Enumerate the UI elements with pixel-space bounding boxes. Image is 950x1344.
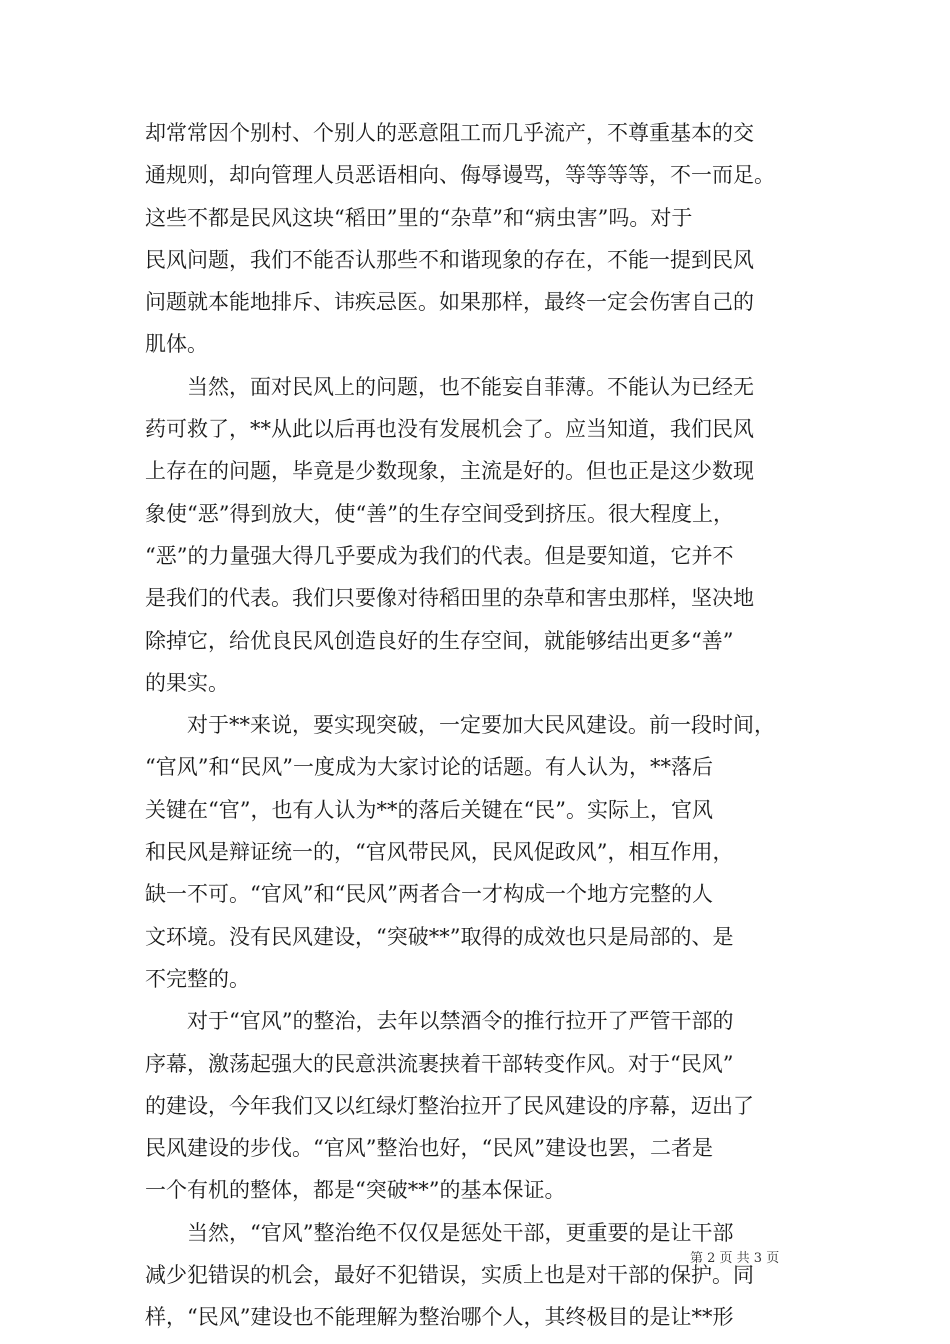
text-line: 药可救了，**从此以后再也没有发展机会了。应当知道，我们民风 [145,417,754,442]
page-number: 第 2 页 共 3 页 [690,1251,780,1266]
text-line: 除掉它，给优良民风创造良好的生存空间，就能够结出更多“善” [145,628,734,653]
text-line: 不完整的。 [145,966,250,991]
text-line: 的建设，今年我们又以红绿灯整治拉开了民风建设的序幕，迈出了 [145,1093,754,1118]
text-line: 当然，“官风”整治绝不仅仅是惩处干部，更重要的是让干部 [145,1220,734,1245]
body-text [145,112,810,1339]
text-line: 和民风是辩证统一的，“官风带民风，民风促政风”，相互作用， [145,840,734,865]
text-line: 却常常因个别村、个别人的恶意阻工而几乎流产，不尊重基本的交 [145,121,754,145]
text-line: “恶”的力量强大得几乎要成为我们的代表。但是要知道，它并不 [145,543,734,568]
text-line: 民风建设的步伐。“官风”整治也好，“民风”建设也罢，二者是 [145,1136,713,1161]
text-line: 是我们的代表。我们只要像对待稻田里的杂草和害虫那样，坚决地 [145,586,754,611]
text-line: 当然，面对民风上的问题，也不能妄自菲薄。不能认为已经无 [145,374,754,399]
text-line: 肌体。 [145,332,208,357]
text-line: 关键在“官”，也有人认为**的落后关键在“民”。实际上，官风 [145,797,713,822]
text-line: 通规则，却向管理人员恶语相向、侮辱谩骂，等等等等，不一而足。 [145,163,775,188]
text-line: 这些不都是民风这块“稻田”里的“杂草”和“病虫害”吗。对于 [145,205,693,230]
text-line: 对于“官风”的整治，去年以禁酒令的推行拉开了严管干部的 [145,1009,734,1034]
text-line: 上存在的问题，毕竟是少数现象，主流是好的。但也正是这少数现 [145,459,754,484]
text-line: 样，“民风”建设也不能理解为整治哪个人，其终极目的是让**形 [145,1305,734,1330]
text-line: 象使“恶”得到放大，使“善”的生存空间受到挤压。很大程度上， [145,501,734,526]
text-line: 民风问题，我们不能否认那些不和谐现象的存在，不能一提到民风 [145,247,754,272]
text-line: 的果实。 [145,670,229,695]
text-line: “官风”和“民风”一度成为大家讨论的话题。有人认为，**落后 [145,755,713,780]
text-line: 序幕，激荡起强大的民意洪流裹挟着干部转变作风。对于“民风” [145,1051,734,1076]
text-line: 缺一不可。“官风”和“民风”两者合一才构成一个地方完整的人 [145,882,713,907]
text-line: 一个有机的整体，都是“突破**”的基本保证。 [145,1178,566,1203]
text-line: 减少犯错误的机会，最好不犯错误，实质上也是对干部的保护。同 [145,1263,754,1288]
text-line: 问题就本能地排斥、讳疾忌医。如果那样，最终一定会伤害自己的 [145,290,754,315]
text-line: 对于**来说，要实现突破，一定要加大民风建设。前一段时间， [145,713,775,738]
text-line: 文环境。没有民风建设，“突破**”取得的成效也只是局部的、是 [145,924,734,949]
